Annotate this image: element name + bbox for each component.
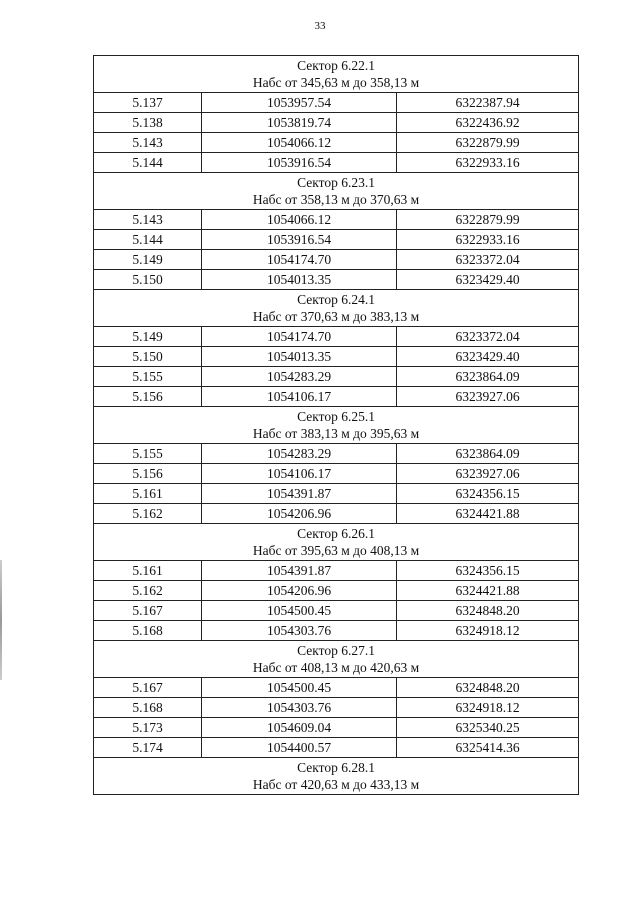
table-row	[94, 230, 579, 250]
x-coordinate-cell: 1054609.04	[202, 718, 397, 738]
x-coordinate-cell: 1054500.45	[202, 678, 397, 698]
point-id-cell: 5.167	[94, 678, 202, 698]
scan-edge-mark	[0, 560, 2, 680]
table-row	[94, 718, 579, 738]
table-row	[94, 504, 579, 524]
table-row	[94, 210, 579, 230]
point-id-cell: 5.161	[94, 561, 202, 581]
sector-header-row	[94, 407, 579, 444]
sector-title: Сектор 6.26.1	[297, 526, 375, 541]
y-coordinate-cell: 6322879.99	[397, 210, 579, 230]
point-id-cell: 5.149	[94, 327, 202, 347]
point-id-cell: 5.162	[94, 581, 202, 601]
x-coordinate-cell: 1053916.54	[202, 153, 397, 173]
point-id-cell: 5.161	[94, 484, 202, 504]
y-coordinate-cell: 6323864.09	[397, 444, 579, 464]
x-coordinate-cell: 1054303.76	[202, 621, 397, 641]
x-coordinate-cell: 1054303.76	[202, 698, 397, 718]
y-coordinate-cell: 6325340.25	[397, 718, 579, 738]
y-coordinate-cell: 6323372.04	[397, 250, 579, 270]
sector-title: Сектор 6.22.1	[297, 58, 375, 73]
sector-header-cell	[94, 524, 579, 561]
table-row	[94, 484, 579, 504]
x-coordinate-cell: 1053957.54	[202, 93, 397, 113]
point-id-cell: 5.143	[94, 210, 202, 230]
x-coordinate-cell: 1054174.70	[202, 250, 397, 270]
table-row	[94, 561, 579, 581]
x-coordinate-cell: 1054106.17	[202, 387, 397, 407]
table-row	[94, 678, 579, 698]
table-row	[94, 153, 579, 173]
point-id-cell: 5.174	[94, 738, 202, 758]
sector-title: Сектор 6.28.1	[297, 760, 375, 775]
table-row	[94, 133, 579, 153]
y-coordinate-cell: 6324356.15	[397, 484, 579, 504]
table-row	[94, 444, 579, 464]
sector-header-row	[94, 524, 579, 561]
page-number: 33	[314, 20, 326, 32]
table-row	[94, 347, 579, 367]
table-row	[94, 250, 579, 270]
x-coordinate-cell: 1054013.35	[202, 270, 397, 290]
y-coordinate-cell: 6324421.88	[397, 581, 579, 601]
sector-range: Набс от 395,63 м до 408,13 м	[252, 543, 420, 558]
sector-range: Набс от 370,63 м до 383,13 м	[252, 309, 420, 324]
y-coordinate-cell: 6324848.20	[397, 601, 579, 621]
sector-header-cell	[94, 290, 579, 327]
sector-header-row	[94, 758, 579, 795]
y-coordinate-cell: 6323864.09	[397, 367, 579, 387]
y-coordinate-cell: 6324356.15	[397, 561, 579, 581]
sector-range: Набс от 358,13 м до 370,63 м	[252, 192, 420, 207]
table-row	[94, 367, 579, 387]
sector-header-cell	[94, 173, 579, 210]
sector-title: Сектор 6.25.1	[297, 409, 375, 424]
coordinates-table-body	[94, 56, 579, 795]
sector-title: Сектор 6.23.1	[297, 175, 375, 190]
point-id-cell: 5.150	[94, 270, 202, 290]
table-row	[94, 270, 579, 290]
x-coordinate-cell: 1054174.70	[202, 327, 397, 347]
point-id-cell: 5.144	[94, 230, 202, 250]
table-row	[94, 581, 579, 601]
x-coordinate-cell: 1054500.45	[202, 601, 397, 621]
x-coordinate-cell: 1054066.12	[202, 210, 397, 230]
table-row	[94, 601, 579, 621]
y-coordinate-cell: 6322387.94	[397, 93, 579, 113]
sector-header-row	[94, 173, 579, 210]
point-id-cell: 5.138	[94, 113, 202, 133]
sector-header-cell	[94, 407, 579, 444]
point-id-cell: 5.155	[94, 444, 202, 464]
sector-range: Набс от 420,63 м до 433,13 м	[252, 777, 420, 792]
point-id-cell: 5.143	[94, 133, 202, 153]
table-row	[94, 327, 579, 347]
point-id-cell: 5.168	[94, 621, 202, 641]
sector-title: Сектор 6.24.1	[297, 292, 375, 307]
sector-header-row	[94, 290, 579, 327]
x-coordinate-cell: 1053819.74	[202, 113, 397, 133]
sector-range: Набс от 383,13 м до 395,63 м	[252, 426, 420, 441]
x-coordinate-cell: 1054206.96	[202, 504, 397, 524]
table-row	[94, 621, 579, 641]
table-row	[94, 387, 579, 407]
y-coordinate-cell: 6323429.40	[397, 270, 579, 290]
x-coordinate-cell: 1054391.87	[202, 484, 397, 504]
y-coordinate-cell: 6323429.40	[397, 347, 579, 367]
coordinates-table	[93, 55, 579, 795]
y-coordinate-cell: 6324918.12	[397, 621, 579, 641]
sector-header-cell	[94, 758, 579, 795]
x-coordinate-cell: 1054400.57	[202, 738, 397, 758]
y-coordinate-cell: 6324421.88	[397, 504, 579, 524]
y-coordinate-cell: 6322933.16	[397, 153, 579, 173]
point-id-cell: 5.137	[94, 93, 202, 113]
sector-range: Набс от 408,13 м до 420,63 м	[252, 660, 420, 675]
y-coordinate-cell: 6324848.20	[397, 678, 579, 698]
y-coordinate-cell: 6323927.06	[397, 387, 579, 407]
x-coordinate-cell: 1054283.29	[202, 367, 397, 387]
point-id-cell: 5.162	[94, 504, 202, 524]
table-row	[94, 113, 579, 133]
point-id-cell: 5.167	[94, 601, 202, 621]
y-coordinate-cell: 6323927.06	[397, 464, 579, 484]
point-id-cell: 5.144	[94, 153, 202, 173]
sector-header-cell	[94, 641, 579, 678]
x-coordinate-cell: 1054391.87	[202, 561, 397, 581]
table-row	[94, 93, 579, 113]
sector-header-cell	[94, 56, 579, 93]
sector-header-row	[94, 56, 579, 93]
point-id-cell: 5.173	[94, 718, 202, 738]
x-coordinate-cell: 1054013.35	[202, 347, 397, 367]
x-coordinate-cell: 1054066.12	[202, 133, 397, 153]
sector-header-row	[94, 641, 579, 678]
sector-range: Набс от 345,63 м до 358,13 м	[252, 75, 420, 90]
point-id-cell: 5.155	[94, 367, 202, 387]
point-id-cell: 5.156	[94, 387, 202, 407]
table-row	[94, 738, 579, 758]
point-id-cell: 5.168	[94, 698, 202, 718]
x-coordinate-cell: 1054283.29	[202, 444, 397, 464]
y-coordinate-cell: 6322933.16	[397, 230, 579, 250]
x-coordinate-cell: 1054206.96	[202, 581, 397, 601]
y-coordinate-cell: 6323372.04	[397, 327, 579, 347]
y-coordinate-cell: 6322879.99	[397, 133, 579, 153]
sector-title: Сектор 6.27.1	[297, 643, 375, 658]
point-id-cell: 5.149	[94, 250, 202, 270]
table-row	[94, 464, 579, 484]
x-coordinate-cell: 1054106.17	[202, 464, 397, 484]
y-coordinate-cell: 6322436.92	[397, 113, 579, 133]
point-id-cell: 5.156	[94, 464, 202, 484]
y-coordinate-cell: 6325414.36	[397, 738, 579, 758]
table-row	[94, 698, 579, 718]
x-coordinate-cell: 1053916.54	[202, 230, 397, 250]
point-id-cell: 5.150	[94, 347, 202, 367]
y-coordinate-cell: 6324918.12	[397, 698, 579, 718]
